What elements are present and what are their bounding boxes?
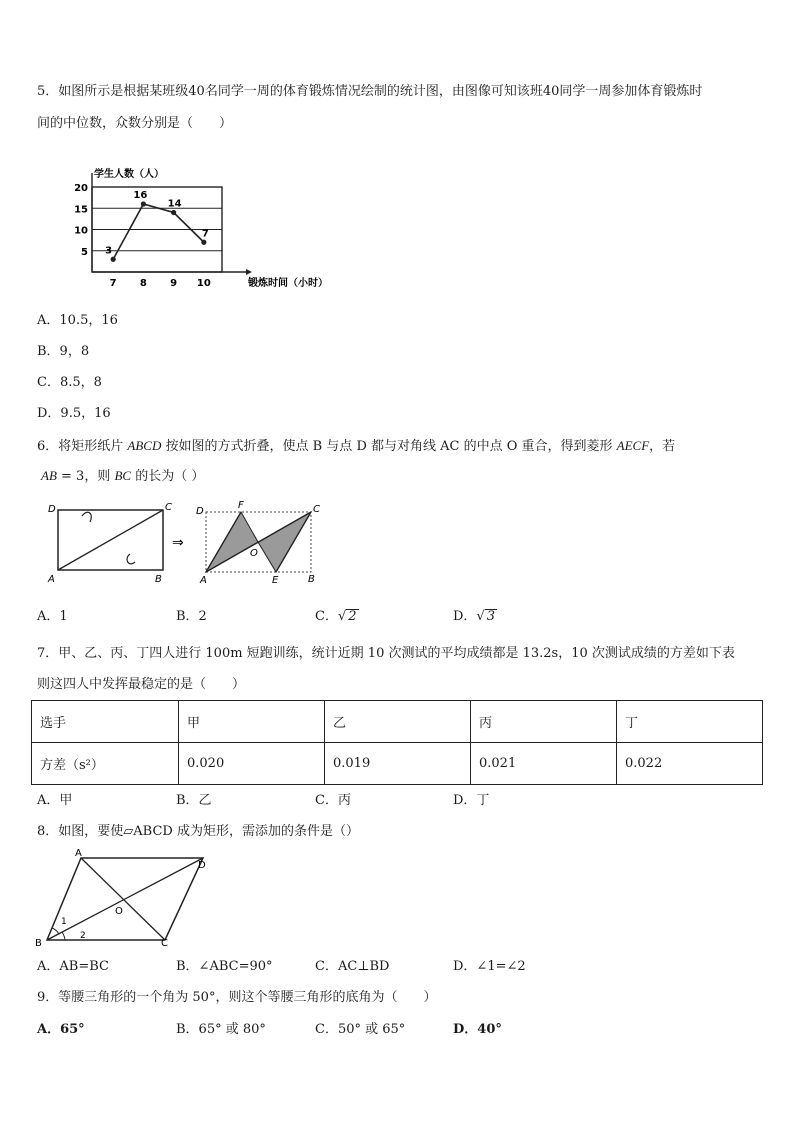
q7-option-d[interactable]: D．丁 [453, 793, 490, 808]
q8-parallelogram-figure [35, 848, 225, 950]
q7-stem-line1: 7．甲、乙、丙、丁四人进行 100m 短跑训练，统计近期 10 次测试的平均成绩都是 13.2s，10 次测试成绩的方差如下表 [37, 646, 735, 661]
table-cell: 丁 [617, 701, 763, 743]
q9-option-d[interactable]: D．40° [453, 1022, 502, 1037]
q6-right-label-f: F [238, 500, 244, 511]
q8-diagonal-ac [81, 858, 165, 940]
q6-left-label-b: B [155, 574, 162, 585]
q5-option-c[interactable]: C．8.5，8 [37, 375, 102, 390]
q8-option-c[interactable]: C．AC⊥BD [315, 959, 390, 974]
q8-diagonal-bd [47, 858, 203, 940]
q9-stem: 9．等腰三角形的一个角为 50°，则这个等腰三角形的底角为（ ） [37, 990, 437, 1005]
q7-variance-table [31, 700, 763, 785]
data-point [111, 257, 116, 262]
q5-stem-line2: 间的中位数，众数分别是（ ） [37, 116, 233, 131]
q6-shaded-triangle-right [258, 512, 311, 572]
q6-right-label-b: B [308, 574, 315, 585]
x-axis-title: 锻炼时间（小时） [248, 278, 328, 289]
q5-option-a[interactable]: A．10.5，16 [37, 313, 118, 328]
q6-right-diagonal [206, 512, 311, 572]
table-cell: 0.021 [471, 743, 617, 785]
q9-option-b[interactable]: B．65° 或 80° [176, 1022, 266, 1037]
q6-right-label-a: A [200, 575, 207, 586]
y-tick-label: 10 [74, 225, 88, 237]
y-tick-label: 20 [74, 183, 88, 194]
q6-left-diagonal [58, 510, 163, 570]
table-row [32, 743, 763, 785]
data-label: 3 [105, 245, 113, 257]
q9-option-c[interactable]: C．50° 或 65° [315, 1022, 406, 1037]
x-axis-arrow [246, 269, 252, 275]
q7-option-b[interactable]: B．乙 [176, 793, 212, 808]
table-row-header [32, 701, 763, 743]
q6-stem-line1: 6．将矩形纸片 ABCD 按如图的方式折叠，使点 B 与点 D 都与对角线 AC 的中点 O 重合，得到菱形 AECF，若 [37, 438, 676, 454]
q8-stem: 8．如图，要使▱ABCD 成为矩形，需添加的条件是（） [37, 824, 359, 839]
y-tick-label: 15 [74, 204, 88, 216]
q6-option-c[interactable]: C．√ 2 [315, 609, 357, 624]
q7-option-c[interactable]: C．丙 [315, 793, 351, 808]
q8-label-c: C [161, 938, 168, 949]
q6-fold-arrow-bottom [127, 554, 135, 564]
q8-option-b[interactable]: B．∠ABC=90° [176, 959, 273, 974]
x-tick-label: 8 [139, 278, 147, 289]
q6-option-d-radicand: 3 [486, 609, 496, 624]
table-cell: 0.020 [179, 743, 325, 785]
x-tick-label: 10 [196, 278, 211, 289]
q6-option-a[interactable]: A．1 [37, 609, 68, 624]
q8-option-a[interactable]: A．AB=BC [37, 959, 109, 974]
y-axis-title: 学生人数（人） [94, 169, 164, 180]
q6-transform-arrow: ⇒ [172, 535, 184, 551]
q5-option-b[interactable]: B．9，8 [37, 344, 90, 359]
y-tick-label: 5 [81, 246, 88, 258]
q5-stem-line1: 5．如图所示是根据某班级40名同学一周的体育锻炼情况绘制的统计图，由图像可知该班40同学一周参加体育锻炼时 [37, 84, 703, 99]
q7-option-a[interactable]: A．甲 [37, 793, 73, 808]
q6-option-c-radicand: 2 [348, 609, 357, 624]
table-cell: 选手 [32, 701, 179, 743]
data-point [201, 240, 206, 245]
q5-option-d[interactable]: D．9.5，16 [37, 406, 111, 421]
q6-left-label-c: C [165, 502, 172, 513]
x-tick-label: 9 [170, 278, 178, 289]
q8-label-o: O [115, 906, 123, 917]
q5-line-chart [70, 165, 330, 295]
data-label: 14 [167, 198, 182, 210]
q8-angle-arc [62, 932, 65, 940]
q8-option-d[interactable]: D．∠1=∠2 [453, 959, 526, 974]
q9-option-a[interactable]: A．65° [37, 1022, 85, 1037]
q6-left-label-a: A [48, 574, 55, 585]
table-cell: 乙 [325, 701, 471, 743]
q6-option-b[interactable]: B．2 [176, 609, 207, 624]
q6-right-label-o: O [250, 548, 258, 559]
data-label: 16 [133, 190, 148, 201]
q6-right-label-c: C [313, 504, 320, 515]
x-tick-label: 7 [109, 278, 117, 289]
table-cell: 方差（s²） [32, 743, 179, 785]
table-cell: 0.019 [325, 743, 471, 785]
q8-angle-arc-inner [52, 928, 59, 934]
q6-shaded-triangle-left [206, 512, 258, 572]
q8-label-angle1: 1 [61, 917, 67, 927]
q8-label-d: D [198, 860, 206, 871]
q6-left-label-d: D [48, 504, 56, 515]
q8-label-b: B [35, 938, 42, 949]
q6-option-d[interactable]: D．√ 3 [453, 609, 496, 624]
data-label: 7 [201, 228, 209, 240]
q6-stem-line2: AB = 3，则 BC 的长为（ ） [41, 468, 205, 484]
q8-label-a: A [75, 848, 82, 859]
data-point [141, 201, 146, 206]
table-cell: 0.022 [617, 743, 763, 785]
table-cell: 丙 [471, 701, 617, 743]
q6-right-label-d: D [196, 506, 204, 517]
table-cell: 甲 [179, 701, 325, 743]
q6-figure [40, 498, 330, 588]
q7-stem-line2: 则这四人中发挥最稳定的是（ ） [37, 677, 246, 692]
q8-label-angle2: 2 [80, 931, 86, 941]
data-point [171, 210, 176, 215]
q6-fold-arrow-top [82, 512, 91, 522]
q6-right-label-e: E [272, 575, 279, 586]
